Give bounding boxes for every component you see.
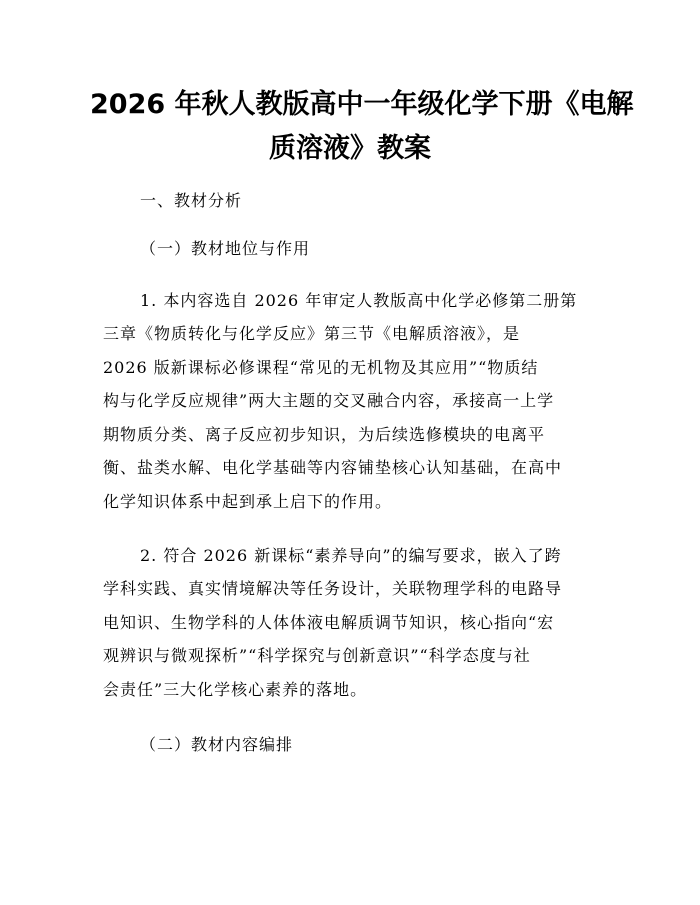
paragraph-1-line: 2026 版新课标必修课程“常见的无机物及其应用”“物质结 bbox=[103, 358, 539, 377]
document-title-line-2: 质溶液》教案 bbox=[269, 133, 431, 164]
paragraph-2-line: 学科实践、真实情境解决等任务设计，关联物理学科的电路导 bbox=[103, 579, 563, 598]
paragraph-2-line: 2. 符合 2026 新课标“素养导向”的编写要求，嵌入了跨 bbox=[140, 546, 562, 565]
document-title-line-1: 2026 年秋人教版高中一年级化学下册《电解 bbox=[90, 89, 634, 120]
paragraph-2-line: 会责任”三大化学核心素养的落地。 bbox=[103, 680, 368, 699]
subsection-heading-status-and-role: （一）教材地位与作用 bbox=[140, 239, 311, 258]
section-heading-textbook-analysis: 一、教材分析 bbox=[140, 191, 243, 210]
paragraph-1-line: 衡、盐类水解、电化学基础等内容铺垫核心认知基础，在高中 bbox=[103, 458, 563, 477]
paragraph-2-line: 电知识、生物学科的人体体液电解质调节知识，核心指向“宏 bbox=[103, 613, 555, 632]
paragraph-1-line: 化学知识体系中起到承上启下的作用。 bbox=[103, 492, 393, 511]
paragraph-2-line: 观辨识与微观探析”“科学探究与创新意识”“科学态度与社 bbox=[103, 646, 531, 665]
paragraph-1-line: 期物质分类、离子反应初步知识，为后续选修模块的电离平 bbox=[103, 425, 546, 444]
paragraph-1-line: 构与化学反应规律”两大主题的交叉融合内容，承接高一上学 bbox=[103, 391, 555, 410]
paragraph-1-line: 1. 本内容选自 2026 年审定人教版高中化学必修第二册第 bbox=[140, 291, 578, 310]
subsection-heading-content-arrangement: （二）教材内容编排 bbox=[140, 735, 294, 754]
paragraph-1-line: 三章《物质转化与化学反应》第三节《电解质溶液》，是 bbox=[103, 324, 521, 343]
